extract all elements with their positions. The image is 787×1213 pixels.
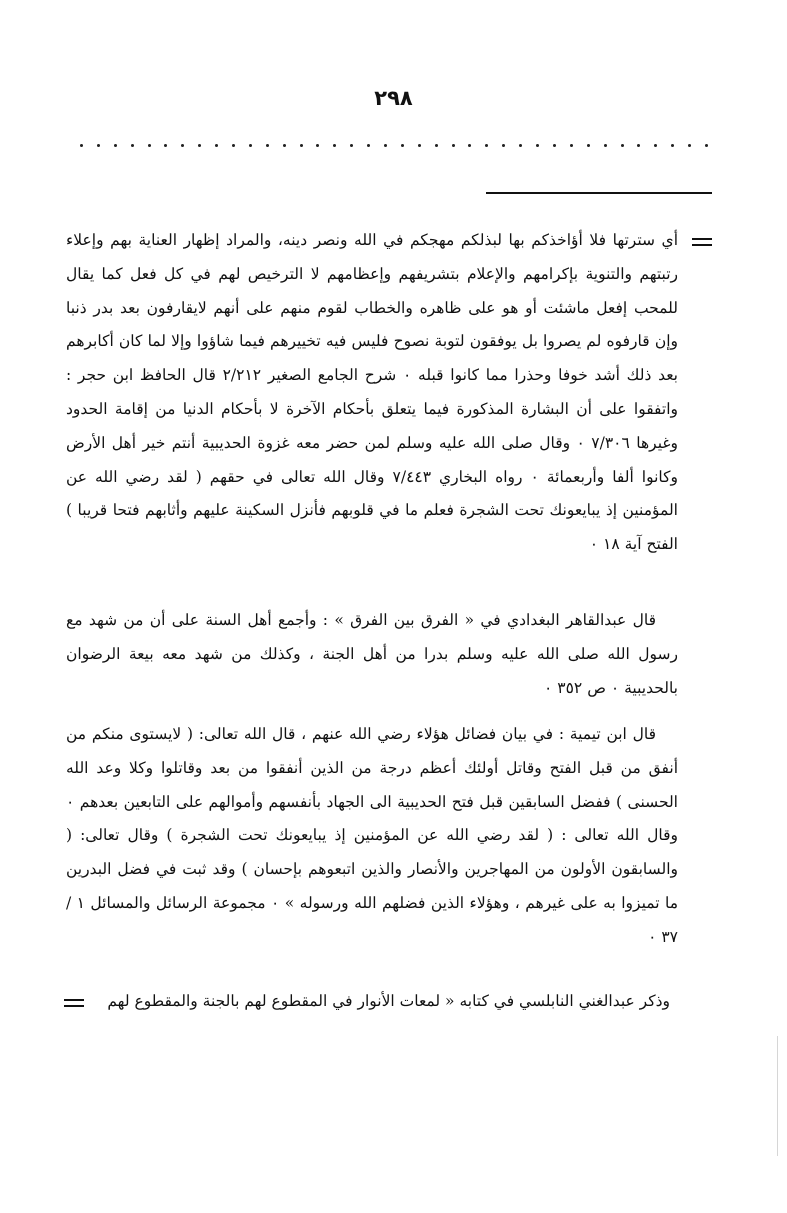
separator-dot [300,144,303,147]
separator-dot [587,144,590,147]
separator-dot [164,144,167,147]
separator-dot [452,144,455,147]
separator-dot [485,144,488,147]
separator-dot [418,144,421,147]
separator-dot [198,144,201,147]
separator-dot [215,144,218,147]
separator-dot [97,144,100,147]
separator-dot [637,144,640,147]
separator-dot [114,144,117,147]
separator-dot [536,144,539,147]
footnote-continuation-marker [64,999,84,1007]
footnote-start-marker [692,238,712,246]
separator-dot [401,144,404,147]
separator-dot [688,144,691,147]
separator-dot [316,144,319,147]
separator-dot [80,144,83,147]
scan-artifact-line [777,1036,778,1156]
separator-dot [333,144,336,147]
footnote-rule [486,192,712,194]
separator-dot [435,144,438,147]
separator-dot [367,144,370,147]
separator-dot [350,144,353,147]
separator-dot [148,144,151,147]
separator-dot [131,144,134,147]
separator-dot [671,144,674,147]
separator-dot [570,144,573,147]
separator-dot [705,144,708,147]
footnote-paragraph-1: أي سترتها فلا أؤاخذكم بها لبذلكم مهجكم في الله ونصر دينه، والمراد إظهار العناية بهم وإعلاء رتبتهم والتنوية بإكرامهم والإعلام بتشريفهم وإعظامهم لا الترخيص لهم في كل فعل كما يقال للمحب إفعل ماشئت أو هو على ظاهره والخطاب لقوم منهم على أنهم لايقارفون بعد بدر ذنبا وإن قارفوه لم يصروا بل يوفقون لتوبة نصوح فليس فيه تخييرهم فيما شاؤوا وإلا لما كان أكابرهم بعد ذلك أشد خوفا وحذرا مما كانوا قبله ٠ شرح الجامع الصغير ٢/٢١٢ قال الحافظ ابن حجر : واتفقوا على أن البشارة المذكورة فيما يتعلق بأحكام الآخرة لا بأحكام الدنيا من إقامة الحدود وغيرها ٧/٣٠٦ ٠ وقال صلى الله عليه وسلم لمن حضر معه غزوة الحديبية أنتم خير أهل الأرض وكانوا ألفا وأربعمائة ٠ رواه البخاري ٧/٤٤٣ وقال الله تعالى في حقهم ( لقد رضي الله عن المؤمنين إذ يبايعونك تحت الشجرة فعلم ما في قلوبهم فأنزل السكينة عليهم وأثابهم فتحا قريبا ) الفتح آية ١٨ ٠ [66,231,678,554]
separator-dot [249,144,252,147]
footnote-paragraph-2: قال عبدالقاهر البغدادي في « الفرق بين الفرق » : وأجمع أهل السنة على أن من شهد مع رسول الله صلى الله عليه وسلم بدرا من أهل الجنة ، وكذلك من شهد معه بيعة الرضوان بالحديبية ٠ ص ٣٥٢ ٠ [66,611,678,697]
footnote-paragraph-3: قال ابن تيمية : في بيان فضائل هؤلاء رضي الله عنهم ، قال الله تعالى: ( لايستوى منكم من أنفق من قبل الفتح وقاتل أولئك أعظم درجة من الذين أنفقوا من بعد وقاتلوا وكلا وعد الله الحسنى ) ففضل السابقين قبل فتح الحديبية الى الجهاد بأنفسهم وأموالهم على التابعين بعدهم ٠ وقال الله تعالى : ( لقد رضي الله عن المؤمنين إذ يبايعونك تحت الشجرة ) وقال تعالى: ( والسابقون الأولون من المهاجرين والأنصار والذين اتبعوهم بإحسان ) وقد ثبت في فضل البدرين ما تميزوا به على غيرهم ، وهؤلاء الذين فضلهم الله ورسوله » ٠ مجموعة الرسائل والمسائل ١ / ٣٧ ٠ [66,725,678,946]
separator-dot [468,144,471,147]
separator-dot [654,144,657,147]
separator-dot [519,144,522,147]
separator-dot [604,144,607,147]
separator-dot [502,144,505,147]
dotted-separator [80,140,708,150]
separator-dot [181,144,184,147]
separator-dot [384,144,387,147]
separator-dot [553,144,556,147]
page-number: ٢٩٨ [374,86,413,110]
footnote-paragraph-4: وذكر عبدالغني النابلسي في كتابه « لمعات الأنوار في المقطوع لهم بالجنة والمقطوع لهم [107,992,670,1010]
separator-dot [232,144,235,147]
separator-dot [283,144,286,147]
separator-dot [621,144,624,147]
separator-dot [266,144,269,147]
